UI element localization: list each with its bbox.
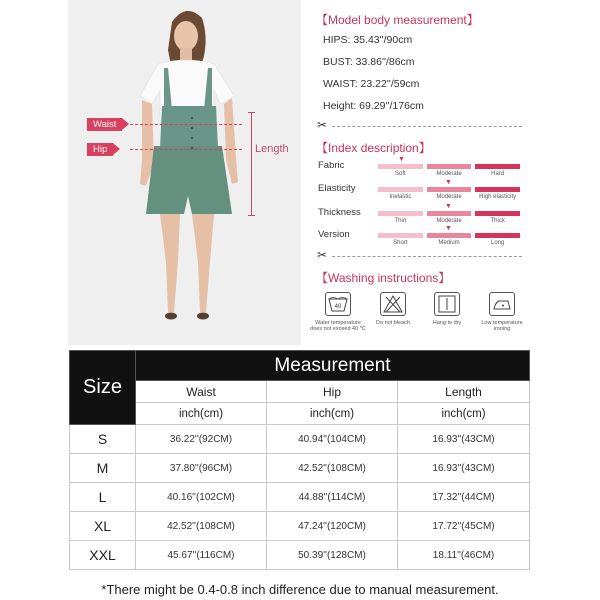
selected-marker-icon: ▼ xyxy=(445,179,452,186)
fabric-scale xyxy=(378,164,520,169)
footnote: *There might be 0.4-0.8 inch difference due to manual measurement. xyxy=(101,582,499,597)
option-medium: Medium xyxy=(438,240,460,246)
version-options xyxy=(378,240,520,246)
unit-header: inch(cm) xyxy=(136,403,267,425)
low-iron-icon xyxy=(489,292,515,316)
table-row xyxy=(70,512,530,541)
unit-header: inch(cm) xyxy=(398,403,530,425)
selected-marker-icon: ▼ xyxy=(445,225,452,232)
length-cell: 17.32''(44CM) xyxy=(398,483,530,512)
length-cell: 16.93''(43CM) xyxy=(398,425,530,454)
length-cell: 17.72''(45CM) xyxy=(398,512,530,541)
index-label-thickness: Thickness xyxy=(318,207,361,218)
washing-instructions-title: 【Washing instructions】 xyxy=(316,271,451,285)
size-cell: M xyxy=(70,454,136,483)
hip-cell: 40.94''(104CM) xyxy=(267,425,398,454)
index-label-version: Version xyxy=(318,229,350,240)
svg-text:40: 40 xyxy=(334,304,342,310)
length-cell: 16.93''(43CM) xyxy=(398,454,530,483)
option-soft: Soft xyxy=(394,171,406,177)
waist-tag: Waist xyxy=(87,118,122,131)
scissors-icon: ✂ xyxy=(317,248,330,262)
index-label-elasticity: Elasticity xyxy=(318,183,356,194)
model-waist: WAIST: 23.22''/59cm xyxy=(323,78,420,90)
waist-dashed-line xyxy=(130,124,242,125)
unit-header: inch(cm) xyxy=(267,403,398,425)
fabric-options xyxy=(378,171,520,177)
hip-cell: 50.39''(128CM) xyxy=(267,541,398,570)
option-moderate: Moderate xyxy=(436,194,462,200)
scissors-icon: ✂ xyxy=(317,118,330,132)
size-header: Size xyxy=(70,351,136,425)
model-height: Height: 69.29''/176cm xyxy=(323,100,424,112)
option-thin: Thin xyxy=(394,218,407,224)
table-row xyxy=(70,483,530,512)
length-label: Length xyxy=(255,143,289,155)
hip-cell: 47.24''(120CM) xyxy=(267,512,398,541)
hip-cell: 42.52''(108CM) xyxy=(267,454,398,483)
hang-dry-icon xyxy=(434,292,460,316)
no-bleach-caption: Do not bleach xyxy=(376,320,410,326)
column-header-waist: Waist xyxy=(136,381,267,403)
table-row xyxy=(70,454,530,483)
divider xyxy=(317,118,522,132)
iron-caption: Low temperature ironing xyxy=(481,320,523,332)
waist-cell: 45.67''(116CM) xyxy=(136,541,267,570)
waist-cell: 42.52''(108CM) xyxy=(136,512,267,541)
wash-40-icon xyxy=(325,292,351,316)
column-header-length: Length xyxy=(398,381,530,403)
elasticity-options xyxy=(378,194,520,200)
measurement-header: Measurement xyxy=(136,351,530,381)
wash-caption: Water temperature does not exceed 40 ℃ xyxy=(310,320,366,332)
waist-cell: 40.16''(102CM) xyxy=(136,483,267,512)
option-high-elasticity: High elasticity xyxy=(479,194,517,200)
length-indicator xyxy=(251,112,252,216)
hip-tag: Hip xyxy=(87,143,113,156)
elasticity-scale xyxy=(378,187,520,192)
model-measurement-title: 【Model body measurement】 xyxy=(316,13,479,27)
hang-dry-caption: Hang to dry xyxy=(432,320,462,326)
size-cell: XL xyxy=(70,512,136,541)
divider xyxy=(317,248,522,262)
waist-cell: 37.80''(96CM) xyxy=(136,454,267,483)
table-row xyxy=(70,425,530,454)
waist-cell: 36.22''(92CM) xyxy=(136,425,267,454)
model-hips: HIPS: 35.43''/90cm xyxy=(323,34,413,46)
model-bust: BUST: 33.86''/86cm xyxy=(323,56,415,68)
info-panel xyxy=(303,0,533,345)
selected-marker-icon: ▼ xyxy=(445,203,452,210)
thickness-scale xyxy=(378,211,520,216)
index-description-title: 【Index description】 xyxy=(316,141,431,155)
thickness-options xyxy=(378,218,520,224)
option-moderate: Moderate xyxy=(436,171,462,177)
size-cell: S xyxy=(70,425,136,454)
hip-cell: 44.88''(114CM) xyxy=(267,483,398,512)
hip-dashed-line xyxy=(130,149,242,150)
option-long: Long xyxy=(491,240,505,246)
selected-marker-icon: ▼ xyxy=(398,156,405,163)
option-moderate: Moderate xyxy=(436,218,462,224)
option-inelastic: Inelastic xyxy=(389,194,412,200)
index-label-fabric: Fabric xyxy=(318,160,345,171)
size-cell: L xyxy=(70,483,136,512)
model-photo xyxy=(68,0,301,345)
table-row xyxy=(70,541,530,570)
option-short: Short xyxy=(393,240,408,246)
option-thick: Thick xyxy=(490,218,505,224)
no-bleach-icon xyxy=(380,292,406,316)
size-cell: XXL xyxy=(70,541,136,570)
size-table xyxy=(69,350,530,570)
model-figure xyxy=(68,0,301,345)
version-scale xyxy=(378,233,520,238)
option-hard: Hard xyxy=(491,171,505,177)
length-cell: 18.11''(46CM) xyxy=(398,541,530,570)
column-header-hip: Hip xyxy=(267,381,398,403)
